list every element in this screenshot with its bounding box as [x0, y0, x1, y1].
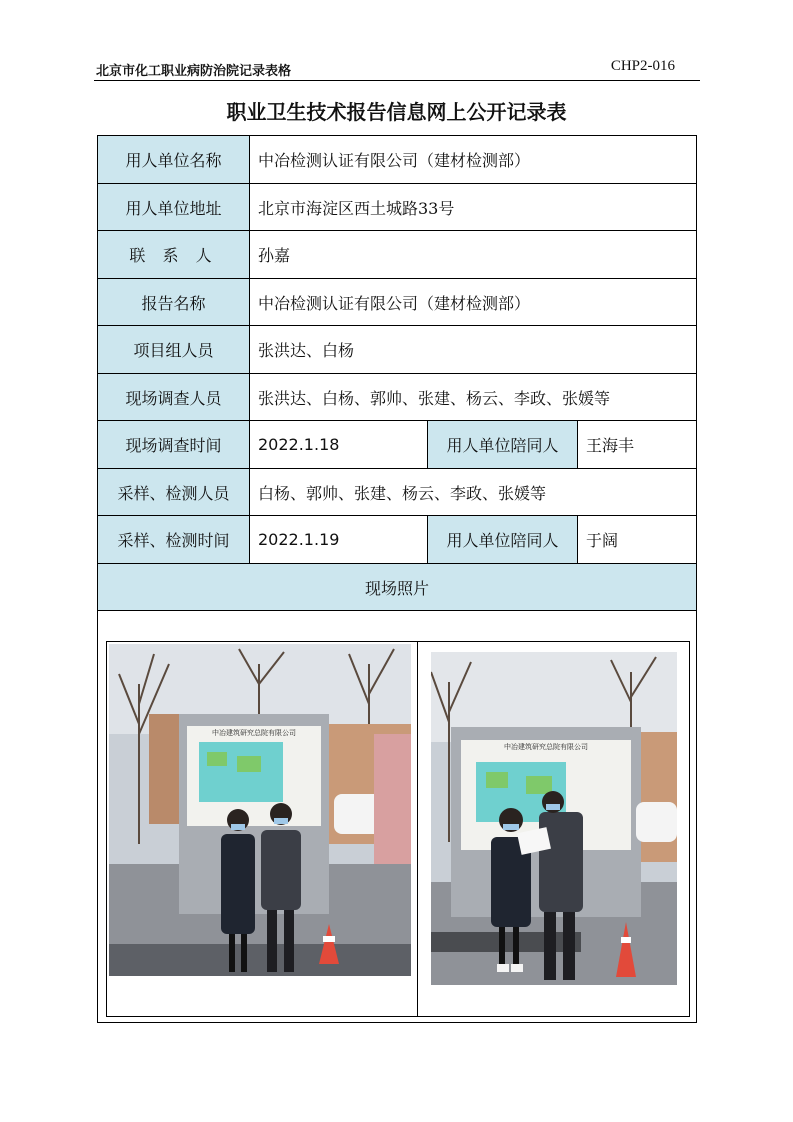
employer-name-label: 用人单位名称	[98, 136, 250, 184]
report-name-label: 报告名称	[98, 279, 250, 326]
sampling-time-label: 采样、检测时间	[98, 516, 250, 564]
employer-address-label: 用人单位地址	[98, 184, 250, 231]
sampling-escort-label: 用人单位陪同人	[428, 516, 578, 564]
survey-time-label: 现场调查时间	[98, 421, 250, 469]
sampling-staff-value: 白杨、郭帅、张建、杨云、李政、张媛等	[250, 469, 696, 516]
photo-frame	[106, 641, 690, 1017]
site-photo-2	[431, 652, 677, 985]
contact-value: 孙嘉	[250, 231, 696, 279]
photos-heading: 现场照片	[98, 564, 696, 611]
survey-time-value: 2022.1.18	[250, 421, 428, 469]
employer-address-value: 北京市海淀区西土城路33号	[250, 184, 696, 231]
sampling-escort-value: 于阔	[578, 516, 696, 564]
header-org: 北京市化工职业病防治院记录表格	[96, 64, 292, 79]
survey-escort-value: 王海丰	[578, 421, 696, 469]
sign-title-2: 中冶建筑研究总院有限公司	[504, 743, 588, 751]
sampling-time-value: 2022.1.19	[250, 516, 428, 564]
page-title: 职业卫生技术报告信息网上公开记录表	[226, 100, 567, 124]
project-team-label: 项目组人员	[98, 326, 250, 374]
site-photo-1	[109, 644, 411, 976]
employer-name-value: 中冶检测认证有限公司（建材检测部）	[250, 136, 696, 184]
survey-staff-label: 现场调查人员	[98, 374, 250, 421]
project-team-value: 张洪达、白杨	[250, 326, 696, 374]
sampling-staff-label: 采样、检测人员	[98, 469, 250, 516]
header-rule	[94, 80, 700, 81]
survey-escort-label: 用人单位陪同人	[428, 421, 578, 469]
sign-title-1: 中冶建筑研究总院有限公司	[212, 729, 296, 737]
photo-divider	[417, 642, 418, 1016]
form-code: CHP2-016	[610, 58, 675, 74]
survey-staff-value: 张洪达、白杨、郭帅、张建、杨云、李政、张媛等	[250, 374, 696, 421]
contact-label-text: 联 系 人	[129, 246, 218, 265]
contact-label	[98, 231, 250, 279]
report-name-value: 中冶检测认证有限公司（建材检测部）	[250, 279, 696, 326]
